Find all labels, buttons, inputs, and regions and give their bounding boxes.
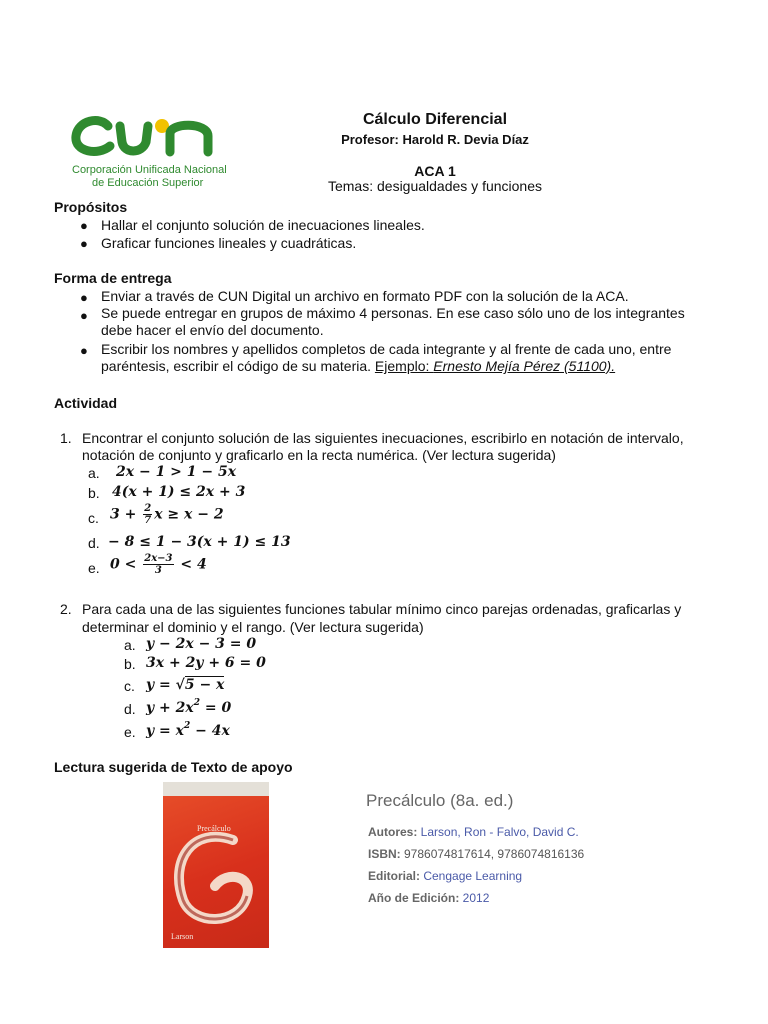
editorial-label: Editorial: — [368, 869, 424, 883]
list-item: Enviar a través de CUN Digital un archivo en formato PDF con la solución de la ACA. — [101, 288, 629, 304]
isbn-value: 9786074817614, 9786074816136 — [404, 847, 585, 861]
bullet-icon: ● — [80, 290, 88, 305]
item-label: d. — [124, 701, 136, 717]
bullet-icon: ● — [80, 236, 88, 251]
item-label: c. — [88, 510, 99, 526]
function-b: 3x + 2y + 6 = 0 — [146, 655, 266, 671]
lectura-heading: Lectura sugerida de Texto de apoyo — [54, 759, 293, 775]
editorial-value[interactable]: Cengage Learning — [423, 869, 523, 883]
list-item-text: paréntesis, escribir el código de su materia. — [101, 358, 375, 374]
book-title: Precálculo (8a. ed.) — [366, 791, 514, 810]
item-label: a. — [124, 637, 136, 653]
logo-line-2: de Educación Superior — [92, 177, 204, 189]
question-text: determinar el dominio y el rango. (Ver lectura sugerida) — [82, 619, 424, 635]
inequality-b: 4(x + 1) ≤ 2x + 3 — [112, 484, 246, 500]
item-label: a. — [88, 465, 100, 481]
entrega-heading: Forma de entrega — [54, 270, 172, 286]
question-text: notación de conjunto y graficarlo en la recta numérica. (Ver lectura sugerida) — [82, 447, 556, 463]
page-title: Cálculo Diferencial — [362, 111, 508, 128]
question-number: 1. — [60, 430, 72, 446]
cover-title: Precálculo — [197, 824, 231, 833]
anio-label: Año de Edición: — [368, 891, 463, 905]
list-item: Hallar el conjunto solución de inecuaciones lineales. — [101, 217, 425, 233]
bullet-icon: ● — [80, 218, 88, 233]
cover-swirl-graphic — [163, 830, 269, 940]
function-e: $y = x^2 - 4x$ — [146, 721, 230, 739]
list-item-example — [101, 358, 701, 375]
book-year — [368, 891, 489, 905]
cover-author: Larson — [171, 932, 194, 941]
item-label: c. — [124, 678, 135, 694]
function-c: y = √5 − x — [146, 677, 225, 693]
list-item: Se puede entregar en grupos de máximo 4 personas. En ese caso sólo uno de los integrantes — [101, 305, 685, 321]
topics-line: Temas: desigualdades y funciones — [327, 178, 543, 194]
bullet-icon: ● — [80, 308, 88, 323]
inequality-a: 2x − 1 > 1 − 5x — [116, 464, 237, 480]
item-label: d. — [88, 535, 100, 551]
propositos-heading: Propósitos — [54, 199, 128, 215]
logo-line-1: Corporación Unificada Nacional — [72, 164, 227, 176]
function-d: $y + 2x^2 = 0$ — [146, 698, 232, 716]
question-text: Para cada una de las siguientes funciones tabular mínimo cinco parejas ordenadas, graficarlas y — [82, 601, 682, 617]
autores-value[interactable]: Larson, Ron - Falvo, David C. — [420, 825, 579, 839]
cun-logo-mark — [70, 112, 220, 160]
item-label: b. — [124, 656, 136, 672]
bullet-icon: ● — [80, 343, 88, 358]
list-item-continued: debe hacer el envío del documento. — [101, 322, 324, 338]
item-label: b. — [88, 485, 100, 501]
cun-logo — [70, 112, 227, 192]
list-item: Escribir los nombres y apellidos completos de cada integrante y al frente de cada uno, entre — [101, 341, 672, 357]
inequality-e: 0 < $\frac{2x-3}{3}$ < 4 — [110, 553, 207, 576]
inequality-d: − 8 ≤ 1 − 3(x + 1) ≤ 13 — [108, 534, 291, 550]
aca-label: ACA 1 — [414, 163, 456, 179]
book-isbn — [368, 847, 584, 861]
professor-line: Profesor: Harold R. Devia Díaz — [341, 132, 529, 147]
example-label: Ejemplo: — [374, 358, 434, 374]
isbn-label: ISBN: — [368, 847, 404, 861]
actividad-heading: Actividad — [54, 395, 118, 411]
book-cover — [163, 782, 269, 948]
anio-value[interactable]: 2012 — [462, 891, 490, 905]
inequality-c: 3 + $\frac{2}{7}$ x ≥ x − 2 — [110, 503, 224, 526]
example-value: Ernesto Mejía Pérez (51100). — [433, 358, 616, 374]
book-editorial — [368, 869, 522, 883]
item-label: e. — [88, 560, 100, 576]
question-text: Encontrar el conjunto solución de las siguientes inecuaciones, escribirlo en notación de intervalo, — [82, 430, 684, 446]
function-a: y − 2x − 3 = 0 — [146, 636, 257, 652]
list-item: Graficar funciones lineales y cuadráticas. — [101, 235, 357, 251]
book-authors — [368, 825, 579, 839]
autores-label: Autores: — [368, 825, 421, 839]
item-label: e. — [124, 724, 136, 740]
cover-top-band — [163, 782, 269, 796]
question-number: 2. — [60, 601, 72, 617]
